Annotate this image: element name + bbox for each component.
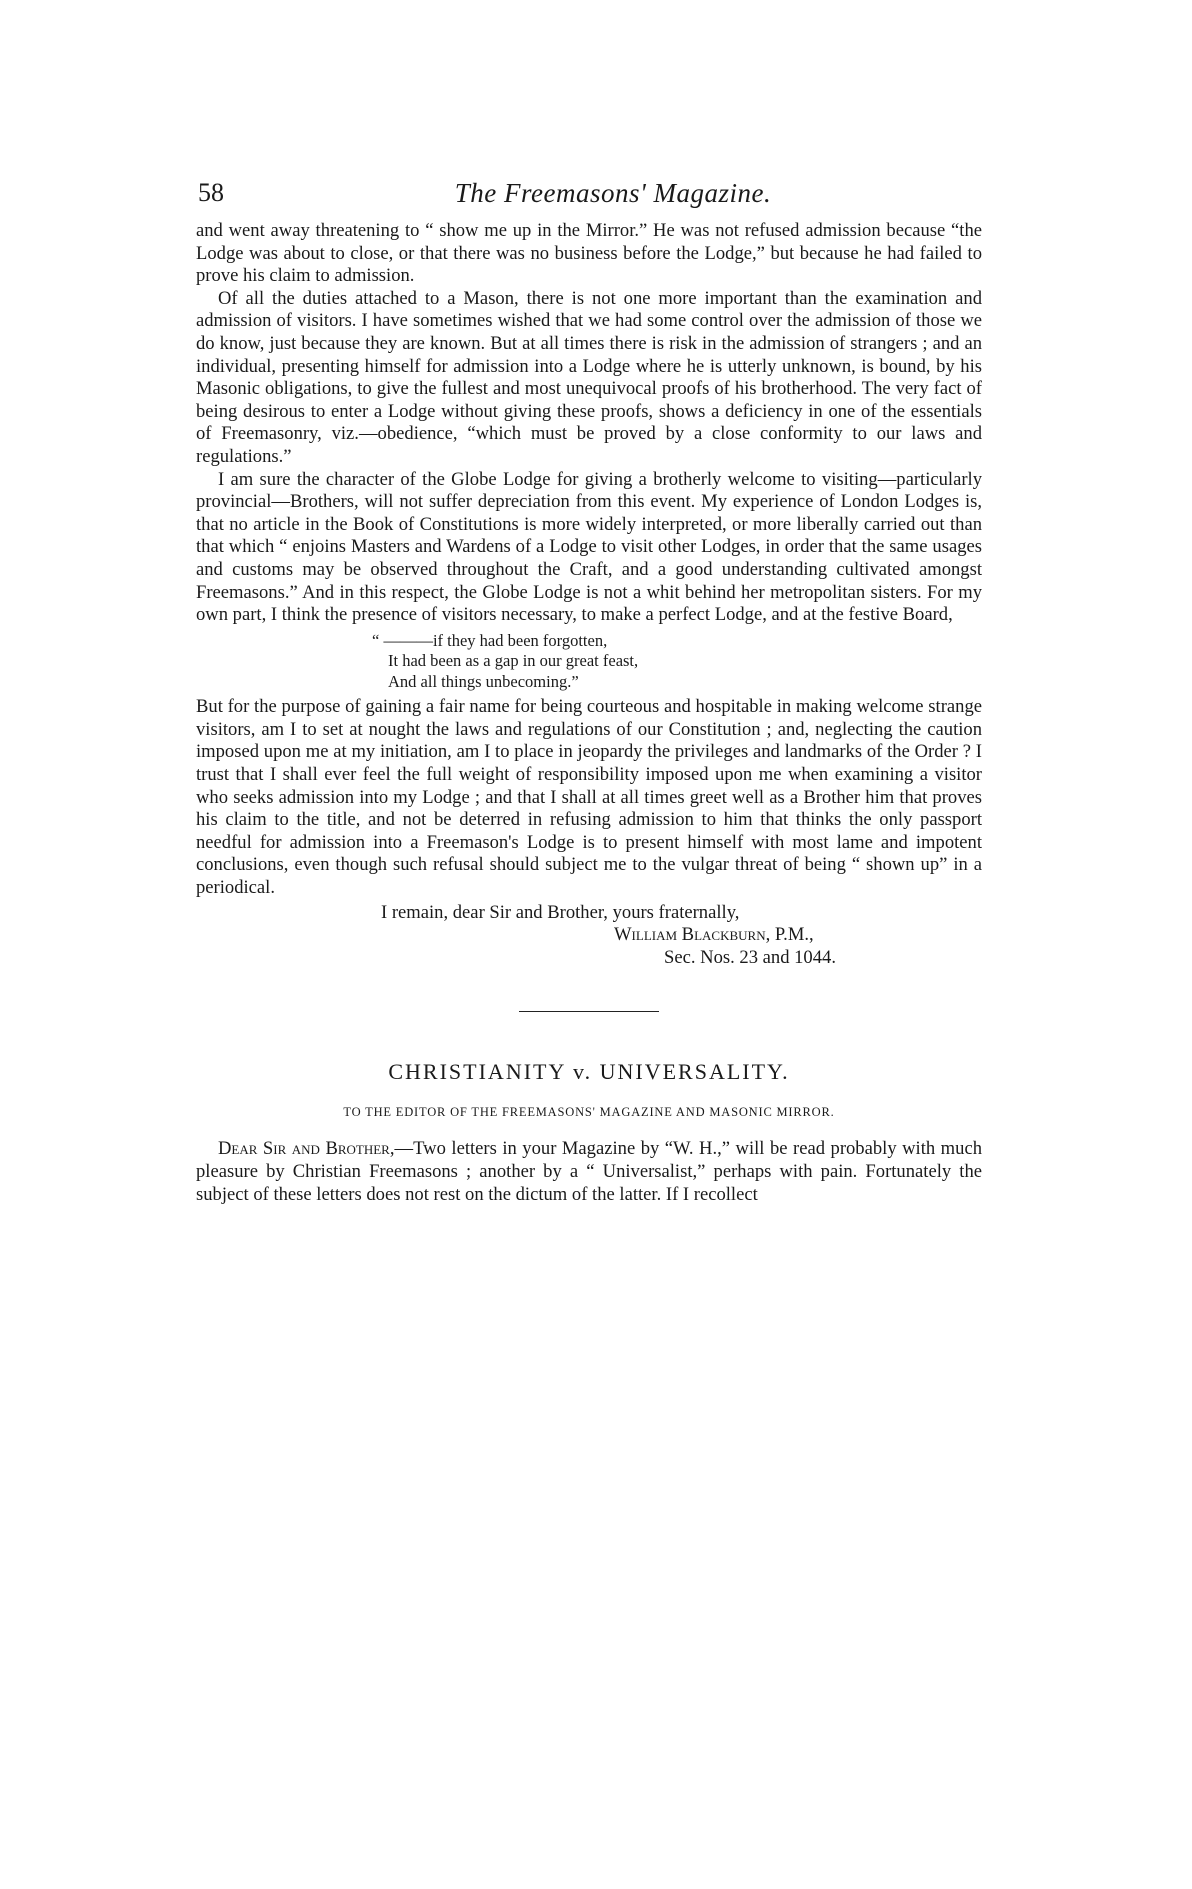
paragraph-dear-sir (196, 1138, 982, 1206)
text-column (196, 220, 982, 1206)
verse-line: It had been as a gap in our great feast, (388, 651, 639, 671)
signature-affiliation: Sec. Nos. 23 and 1044. (664, 946, 836, 968)
signature: William Blackburn, P.M., (614, 924, 814, 946)
running-title: The Freemasons' Magazine. (454, 178, 772, 208)
paragraph-duties-of-mason: Of all the duties attached to a Mason, there is not one more important than the examination and admission of visitors. I have sometimes wished that we had some control over the admission of those we do know, just because they are known. But at all times there is risk in the admission of strangers ; and an individual, presenting himself for admission into a Lodge where he is utterly unknown, is bound, by his Masonic obligations, to give the fullest and most unequivocal proofs of his brotherhood. The very fact of being desirous to enter a Lodge without giving these proofs, shows a deficiency in one of the essentials of Freemasonry, viz.—obedience, “which must be proved by a close conformity to our laws and regulations.” (196, 287, 982, 467)
salutation: Dear Sir and Brother, (218, 1138, 395, 1160)
section-divider (519, 1011, 659, 1012)
paragraph-body: —Two letters in your Magazine by “W. H.,” will be read probably with much pleasure by Christian Freemasons ; another by a “ Universalist,” perhaps with pain. Fortunately the subject of these letters does not rest on the dictum of the latter. If I recollect (196, 1138, 982, 1205)
verse-line: “ ———if they had been forgotten, (372, 630, 608, 650)
verse-quotation (372, 631, 982, 693)
paragraph-continuation: and went away threatening to “ show me up in the Mirror.” He was not refused admission because “the Lodge was about to close, or that there was no business before the Lodge,” but because he had failed to prove his claim to admission. (196, 220, 982, 287)
letter-closing (196, 902, 982, 970)
paragraph-globe-lodge: I am sure the character of the Globe Lodge for giving a brotherly welcome to visiting—particularly provincial—Brothers, will not suffer depreciation from this event. My experience of London Lodges is, that no article in the Book of Constitutions is more widely interpreted, or more liberally carried out than that which “ enjoins Masters and Wardens of a Lodge to visit other Lodges, in order that the same usages and customs may be observed throughout the Craft, and a good understanding cultivated amongst Freemasons.” And in this respect, the Globe Lodge is not a whit behind her metropolitan sisters. For my own part, I think the presence of visitors necessary, to make a perfect Lodge, and at the festive Board, (196, 468, 982, 626)
article-title: CHRISTIANITY v. UNIVERSALITY. (388, 1059, 790, 1085)
page-header (198, 178, 1028, 218)
page-number: 58 (198, 178, 224, 207)
valediction: I remain, dear Sir and Brother, yours fraternally, (381, 901, 740, 923)
verse-line: And all things unbecoming.” (388, 671, 579, 691)
article-subtitle: TO THE EDITOR OF THE FREEMASONS' MAGAZINE AND MASONIC MIRROR. (343, 1105, 835, 1120)
paragraph-courteous-hospitable: But for the purpose of gaining a fair name for being courteous and hospitable in making welcome strange visitors, am I to set at nought the laws and regulations of our Constitution ; and, neglecting the caution imposed upon me at my initiation, am I to place in jeopardy the privileges and landmarks of the Order ? I trust that I shall ever feel the full weight of responsibility imposed upon me when examining a visitor who seeks admission into my Lodge ; and that I shall at all times greet well as a Brother him that proves his claim to the title, and not be deterred in refusing admission to him that thinks the only passport needful for admission into a Freemason's Lodge is to present himself with most lame and impotent conclusions, even though such refusal should subject me to the vulgar threat of being “ shown up” in a periodical. (196, 696, 982, 898)
